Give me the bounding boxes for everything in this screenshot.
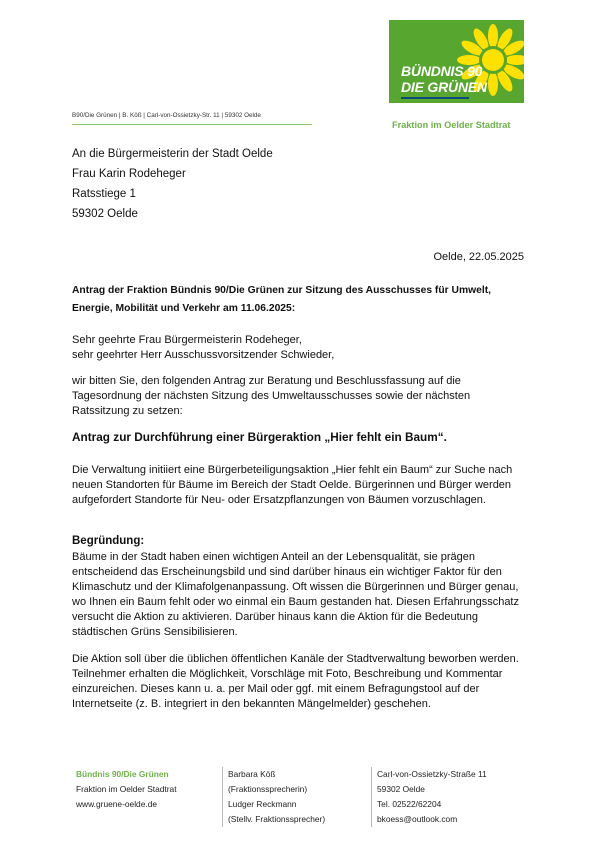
sender-line: B90/Die Grünen | B. Köß | Carl-von-Ossietzky-Str. 11 | 59302 Oelde (72, 112, 261, 119)
footer-website-link[interactable]: www.gruene-oelde.de (76, 799, 158, 809)
footer-street: Carl-von-Ossietzky-Straße 11 (377, 769, 487, 779)
salutation (72, 333, 530, 363)
footer-email-link[interactable]: bkoess@outlook.com (377, 814, 458, 824)
recipient-line: 59302 Oelde (72, 208, 138, 220)
recipient-line: Ratsstiege 1 (72, 188, 136, 200)
sender-divider (72, 124, 312, 125)
letter-date: Oelde, 22.05.2025 (433, 251, 524, 263)
begruendung-paragraph-2: Die Aktion soll über die üblichen öffentlichen Kanäle der Stadtverwaltung beworben werden. Teilnehmer erhalten die Möglichkeit, Vorschläge mit Foto, Beschreibung und Kommentar einzureichen. Dieses kann u. a. per Mail oder ggf. mit einem Befragungstool auf der Internetseite (z. B. integriert in den bekannten Mängelmelder) geschehen. (72, 653, 519, 710)
logo-line-1: BÜNDNIS 90 (401, 63, 483, 79)
footer-phone: Tel. 02522/62204 (377, 799, 442, 809)
footer-city: 59302 Oelde (377, 784, 425, 794)
subject-line: Antrag der Fraktion Bündnis 90/Die Grünen zur Sitzung des Ausschusses für Umwelt, Energie, Mobilität und Verkehr am 11.06.2025: (72, 285, 491, 314)
fraktion-label: Fraktion im Oelder Stadtrat (392, 120, 511, 130)
recipient-line: An die Bürgermeisterin der Stadt Oelde (72, 148, 273, 160)
party-logo (389, 20, 524, 103)
footer-contact (371, 767, 487, 827)
footer-person: Barbara Köß (228, 769, 276, 779)
footer-role: (Fraktionssprecherin) (228, 784, 308, 794)
antrag-paragraph: Die Verwaltung initiiert eine Bürgerbeteiligungsaktion „Hier fehlt ein Baum“ zur Suche nach neuen Standorten für Bäume im Bereich der Stadt Oelde. Bürgerinnen und Bürger werden aufgefordert Standorte für Neu- oder Ersatzpflanzungen von Bäumen vorzuschlagen. (72, 464, 513, 506)
begruendung-paragraph-1: Bäume in der Stadt haben einen wichtigen Anteil an der Lebensqualität, sie prägen entscheidend das Erscheinungsbild und sind darüber hinaus ein wichtiger Faktor für den Klimaschutz und der Klimafolgenanpassung. Oft wissen die Bürgerinnen und Bürger genau, wo Ihnen ein Baum fehlt oder wo einmal ein Baum gestanden hat. Diesen Erfahrungsschatz versucht die Aktion zu aktivieren. Darüber hinaus kann die Aktion für die Bedeutung städtischen Grüns Sensibilisieren. (72, 551, 519, 638)
footer-role: (Stellv. Fraktionssprecher) (228, 814, 326, 824)
recipient-line: Frau Karin Rodeheger (72, 168, 186, 180)
salutation-line: Sehr geehrte Frau Bürgermeisterin Rodeheger, (72, 334, 302, 346)
antrag-title: Antrag zur Durchführung einer Bürgeraktion „Hier fehlt ein Baum“. (72, 430, 447, 444)
logo-line-2: DIE GRÜNEN (401, 79, 487, 95)
footer-people (222, 767, 325, 827)
recipient-address (72, 144, 273, 224)
footer-person: Ludger Reckmann (228, 799, 297, 809)
logo-underline (401, 97, 469, 99)
begruendung-heading: Begründung: (72, 535, 145, 547)
footer-fraktion: Fraktion im Oelder Stadtrat (76, 784, 177, 794)
intro-paragraph: wir bitten Sie, den folgenden Antrag zur Beratung und Beschlussfassung auf die Tagesordnung der nächsten Sitzung des Umweltausschusses sowie der nächsten Ratssitzung zu setzen: (72, 375, 471, 417)
footer-party-name: Bündnis 90/Die Grünen (76, 769, 169, 779)
footer-party (76, 767, 177, 812)
salutation-line: sehr geehrter Herr Ausschussvorsitzender Schwieder, (72, 349, 335, 361)
